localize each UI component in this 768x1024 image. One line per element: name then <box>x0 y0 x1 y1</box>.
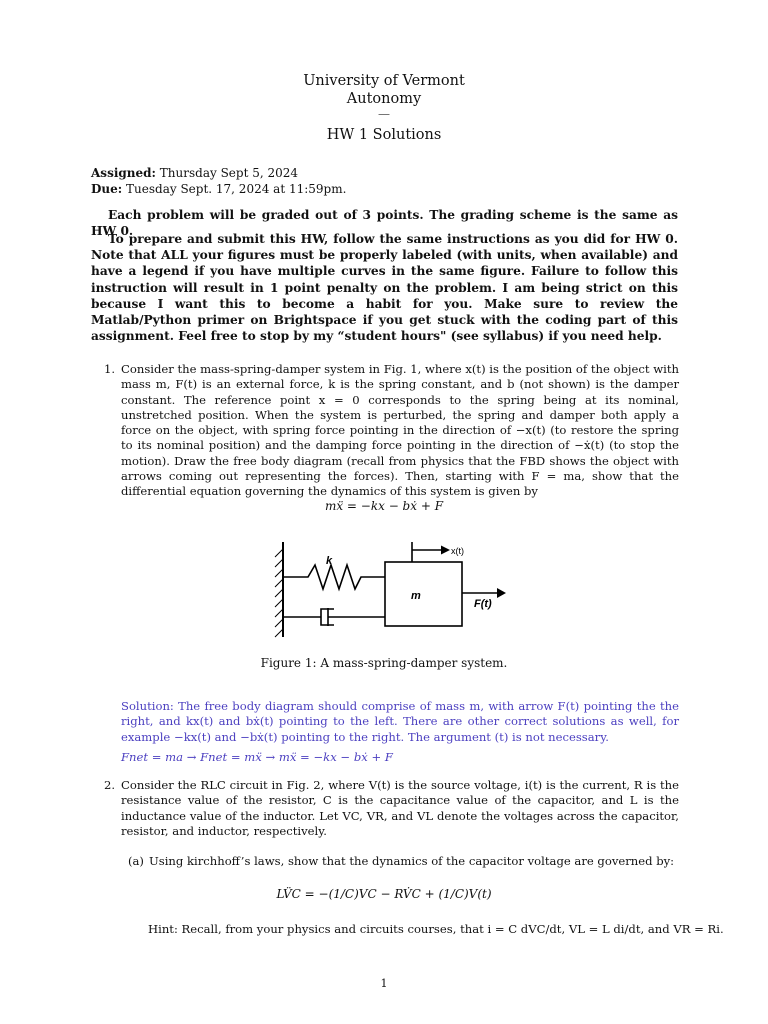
problem-2-hint: Hint: Recall, from your physics and circuits courses, that i = C dVC/dt, VL = L di/dt, and VR = Ri. <box>148 922 724 936</box>
title-separator: — <box>378 107 390 121</box>
force-label: F(t) <box>474 598 492 610</box>
course-name: Autonomy <box>346 91 422 107</box>
university-name: University of Vermont <box>303 73 465 89</box>
assigned-value: Thursday Sept 5, 2024 <box>159 166 299 180</box>
assigned-label: Assigned: <box>91 166 156 180</box>
problem-2-text: Consider the RLC circuit in Fig. 2, where V(t) is the source voltage, i(t) is the current, R is the resistance value of the resistor, C is the capacitance value of the capacitor, and L is the inductance value of the inductor. Let VC, VR, and VL denote the voltages across the capacitor, resistor, and inductor, respectively. <box>121 778 679 838</box>
spring-constant-label: k <box>326 555 333 567</box>
problem-2-equation: LV̈C = −(1/C)VC − RV̇C + (1/C)V(t) <box>276 887 492 901</box>
mass-spring-damper-figure <box>266 537 506 642</box>
problem-1-solution: Solution: The free body diagram should comprise of mass m, with arrow F(t) pointing the the right, and kx(t) and bẋ(t) pointing to the left. There are other correct solutions as well, for example −kx(t) and −bẋ(t) pointing to the right. The argument (t) is not necessary. <box>121 699 679 744</box>
spring <box>283 565 385 589</box>
document-title: HW 1 Solutions <box>326 127 442 143</box>
assigned-line <box>91 166 298 180</box>
problem-1-equation: mẍ = −kx − bẋ + F <box>324 499 444 513</box>
grading-instruction: Each problem will be graded out of 3 points. The grading scheme is the same as HW 0. <box>91 208 678 239</box>
due-label: Due: <box>91 182 123 196</box>
problem-1-number: 1. <box>104 362 116 376</box>
mass-label: m <box>411 590 421 602</box>
submission-instruction: To prepare and submit this HW, follow the same instructions as you did for HW 0. Note that ALL your figures must be properly labeled (with units, when available) and have a legend if you have multiple curves in the same figure. Failure to follow this instruction will result in 1 point penalty on the problem. I am being strict on this because I want this to become a habit for you. Make sure to review the Matlab/Python primer on Brightspace if you get stuck with the coding part of this assignment. Feel free to stop by my “student hours" (see syllabus) if you need help. <box>91 232 678 344</box>
figure-1-caption: Figure 1: A mass-spring-damper system. <box>260 656 508 670</box>
part-a-label: (a) <box>128 854 144 868</box>
problem-1-solution-equation: Fnet = ma → Fnet = mẍ → mẍ = −kx − bẋ + F <box>121 750 393 764</box>
position-label: x(t) <box>451 546 464 556</box>
page-number: 1 <box>380 977 388 990</box>
due-line <box>91 182 346 196</box>
problem-2-number: 2. <box>104 778 116 792</box>
part-a-text: Using kirchhoff’s laws, show that the dynamics of the capacitor voltage are governed by: <box>149 854 675 868</box>
mass-block <box>385 562 462 626</box>
problem-1-text: Consider the mass-spring-damper system in Fig. 1, where x(t) is the position of the object with mass m, F(t) is an external force, k is the spring constant, and b (not shown) is the damper constant. The reference point x = 0 corresponds to the spring being at its nominal, unstretched position. When the system is perturbed, the spring and damper both apply a force on the object, with spring force pointing in the direction of −x(t) (to restore the spring to its nominal position) and the damping force pointing in the direction of −ẋ(t) (to stop the motion). Draw the free body diagram (recall from physics that the FBD shows the object with arrows coming out representing the forces). Then, starting with F = ma, show that the differential equation governing the dynamics of this system is given by <box>121 362 679 499</box>
due-value: Tuesday Sept. 17, 2024 at 11:59pm. <box>126 182 347 196</box>
